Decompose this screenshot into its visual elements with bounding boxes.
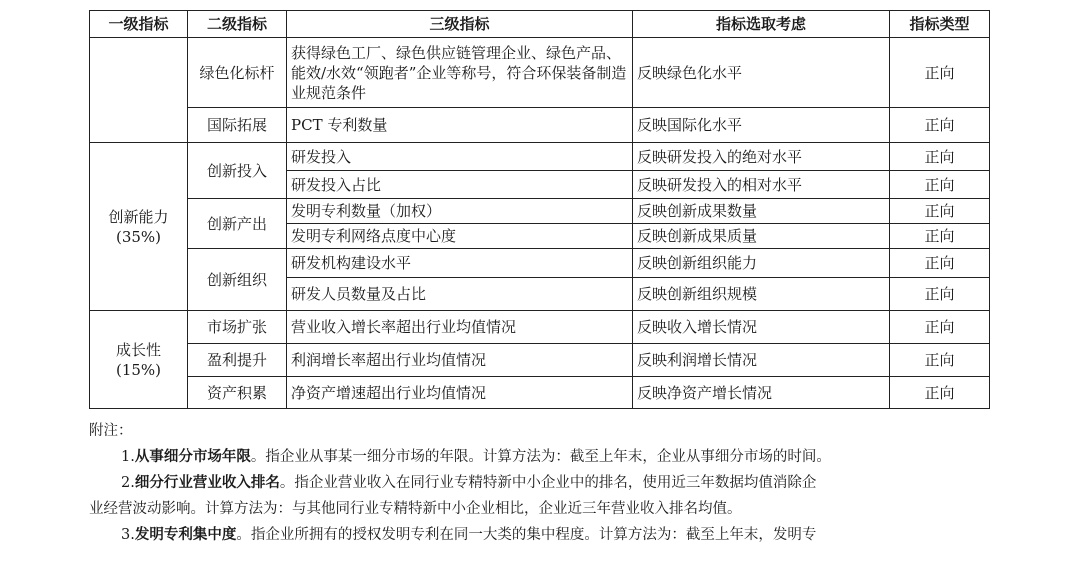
indicator-cell: 营业收入增长率超出行业均值情况 [287, 311, 633, 344]
type-cell: 正向 [890, 224, 990, 249]
notes-heading: 附注： [89, 423, 133, 439]
reason-cell: 反映创新成果质量 [633, 224, 890, 249]
type-cell: 正向 [890, 38, 990, 108]
type-cell: 正向 [890, 108, 990, 143]
level2-cell: 国际拓展 [188, 108, 287, 143]
note-text: 。指企业营业收入在同行业专精特新中小企业中的排名，使用近三年数据均值消除企 [279, 475, 817, 491]
type-cell: 正向 [890, 278, 990, 311]
level1-label: 创新能力 [108, 207, 169, 226]
table-row [90, 344, 990, 377]
table-row [90, 311, 990, 344]
header-row [90, 11, 990, 38]
reason-cell: 反映创新组织规模 [633, 278, 890, 311]
table-row [90, 108, 990, 143]
indicator-cell: 研发人员数量及占比 [287, 278, 633, 311]
note-term: 发明专利集中度 [134, 527, 237, 543]
level2-cell: 绿色化标杆 [188, 38, 287, 108]
type-cell: 正向 [890, 199, 990, 224]
indicator-cell: 研发投入 [287, 143, 633, 171]
reason-cell: 反映收入增长情况 [633, 311, 890, 344]
type-cell: 正向 [890, 311, 990, 344]
level2-cell: 资产积累 [188, 377, 287, 409]
type-cell: 正向 [890, 377, 990, 409]
level1-weight: (15%) [115, 360, 162, 379]
type-cell: 正向 [890, 249, 990, 278]
level1-cell [90, 143, 188, 311]
note-item [89, 522, 1009, 548]
header-level2: 二级指标 [188, 11, 287, 38]
table-row [90, 38, 990, 108]
reason-cell: 反映创新成果数量 [633, 199, 890, 224]
level1-cell [90, 38, 188, 143]
indicator-cell: 利润增长率超出行业均值情况 [287, 344, 633, 377]
note-text: 。指企业所拥有的授权发明专利在同一大类的集中程度。计算方法为：截至上年末，发明专 [236, 527, 817, 543]
level1-weight: (35%) [115, 227, 162, 246]
level2-cell: 市场扩张 [188, 311, 287, 344]
indicator-cell: 净资产增速超出行业均值情况 [287, 377, 633, 409]
header-level3: 三级指标 [287, 11, 633, 38]
level1-cell [90, 311, 188, 409]
note-text: 。指企业从事某一细分市场的年限。计算方法为：截至上年末，企业从事细分市场的时间。 [250, 449, 831, 465]
header-type: 指标类型 [890, 11, 990, 38]
indicator-cell: 研发投入占比 [287, 171, 633, 199]
reason-cell: 反映研发投入的绝对水平 [633, 143, 890, 171]
level2-cell: 创新组织 [188, 249, 287, 311]
type-cell: 正向 [890, 171, 990, 199]
note-term: 从事细分市场年限 [134, 449, 251, 465]
table-row [90, 377, 990, 409]
level1-label: 成长性 [115, 340, 161, 359]
note-number: 3. [121, 527, 135, 543]
indicator-cell: 发明专利数量（加权） [287, 199, 633, 224]
indicator-cell: 发明专利网络点度中心度 [287, 224, 633, 249]
reason-cell: 反映净资产增长情况 [633, 377, 890, 409]
reason-cell: 反映绿色化水平 [633, 38, 890, 108]
indicator-cell: 获得绿色工厂、绿色供应链管理企业、绿色产品、能效/水效“领跑者”企业等称号，符合环保装备制造业规范条件 [287, 38, 633, 108]
type-cell: 正向 [890, 344, 990, 377]
note-term: 细分行业营业收入排名 [134, 475, 280, 491]
note-number: 2. [121, 475, 135, 491]
reason-cell: 反映研发投入的相对水平 [633, 171, 890, 199]
table-row [90, 249, 990, 278]
note-item [89, 470, 1009, 496]
indicator-cell: PCT 专利数量 [287, 108, 633, 143]
level2-cell: 创新投入 [188, 143, 287, 199]
note-number: 1. [121, 449, 135, 465]
header-level1: 一级指标 [90, 11, 188, 38]
indicator-cell: 研发机构建设水平 [287, 249, 633, 278]
reason-cell: 反映利润增长情况 [633, 344, 890, 377]
table-row [90, 199, 990, 224]
level2-cell: 盈利提升 [188, 344, 287, 377]
header-reason: 指标选取考虑 [633, 11, 890, 38]
notes-section [89, 418, 1009, 548]
level2-cell: 创新产出 [188, 199, 287, 249]
note-continuation: 业经营波动影响。计算方法为：与其他同行业专精特新中小企业相比，企业近三年营业收入排名均值。 [89, 501, 742, 517]
reason-cell: 反映创新组织能力 [633, 249, 890, 278]
indicator-table [89, 10, 990, 409]
note-item [89, 444, 1009, 470]
table-row [90, 143, 990, 171]
type-cell: 正向 [890, 143, 990, 171]
reason-cell: 反映国际化水平 [633, 108, 890, 143]
